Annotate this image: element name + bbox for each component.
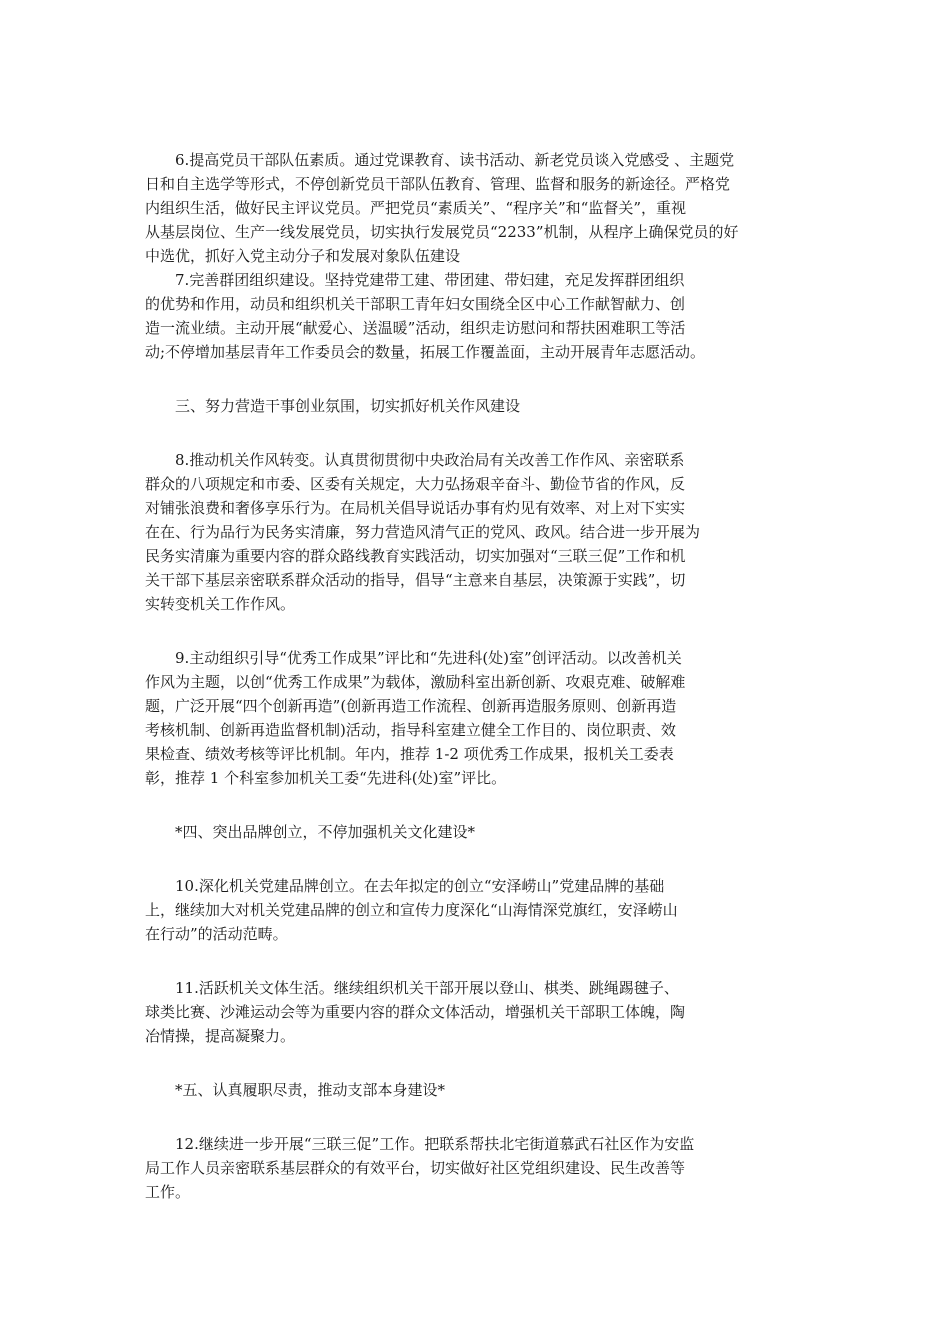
text-line: 果检查、绩效考核等评比机制。年内，推荐 1-2 项优秀工作成果，报机关工委表	[145, 745, 674, 763]
text-line: 冶情操，提高凝聚力。	[145, 1027, 296, 1045]
text-line: 从基层岗位、生产一线发展党员，切实执行发展党员“2233”机制，从程序上确保党员的好	[145, 223, 739, 241]
text-line: 10.深化机关党建品牌创立。在去年拟定的创立“安泽崂山”党建品牌的基础	[175, 877, 665, 895]
text-line: 中选优，抓好入党主动分子和发展对象队伍建设	[145, 247, 461, 265]
text-line: 12.继续进一步开展“三联三促”工作。把联系帮扶北宅街道慕武石社区作为安监	[175, 1135, 695, 1153]
text-line: 在行动”的活动范畴。	[145, 925, 288, 943]
text-line: 6.提高党员干部队伍素质。通过党课教育、读书活动、新老党员谈入党感受 、主题党	[175, 151, 735, 169]
paragraph-11	[145, 976, 813, 1048]
text-line: 实转变机关工作作风。	[145, 595, 296, 613]
text-line: 内组织生活，做好民主评议党员。严把党员“素质关”、“程序关”和“监督关”，重视	[145, 199, 687, 217]
text-line: 的优势和作用，动员和组织机关干部职工青年妇女围绕全区中心工作献智献力、创	[145, 295, 686, 313]
text-line: 关干部下基层亲密联系群众活动的指导，倡导“主意来自基层，决策源于实践”，切	[145, 571, 686, 589]
heading-text: *五、认真履职尽责，推动支部本身建设*	[175, 1081, 446, 1099]
text-line: 11.活跃机关文体生活。继续组织机关干部开展以登山、棋类、跳绳踢毽子、	[175, 979, 679, 997]
text-line: 作风为主题，以创“优秀工作成果”为载体，激励科室出新创新、攻艰克难、破解难	[145, 673, 686, 691]
text-line: 题，广泛开展“四个创新再造”(创新再造工作流程、创新再造服务原则、创新再造	[145, 697, 677, 715]
text-line: 9.主动组织引导“优秀工作成果”评比和“先进科(处)室”创评活动。以改善机关	[175, 649, 682, 667]
text-line: 球类比赛、沙滩运动会等为重要内容的群众文体活动，增强机关干部职工体魄，陶	[145, 1003, 686, 1021]
section-heading-3	[145, 394, 813, 418]
heading-text: *四、突出品牌创立，不停加强机关文化建设*	[175, 823, 476, 841]
text-line: 日和自主选学等形式，不停创新党员干部队伍教育、管理、监督和服务的新途径。严格党	[145, 175, 731, 193]
paragraph-8	[145, 448, 813, 616]
text-line: 8.推动机关作风转变。认真贯彻贯彻中央政治局有关改善工作作风、亲密联系	[175, 451, 685, 469]
paragraph-12	[145, 1132, 813, 1204]
text-line: 局工作人员亲密联系基层群众的有效平台，切实做好社区党组织建设、民生改善等	[145, 1159, 686, 1177]
text-line: 对铺张浪费和奢侈享乐行为。在局机关倡导说话办事有灼见有效率、对上对下实实	[145, 499, 686, 517]
text-line: 群众的八项规定和市委、区委有关规定，大力弘扬艰辛奋斗、勤俭节省的作风，反	[145, 475, 686, 493]
text-line: 造一流业绩。主动开展“献爱心、送温暖”活动，组织走访慰问和帮扶困难职工等活	[145, 319, 686, 337]
text-line: 7.完善群团组织建设。坚持党建带工建、带团建、带妇建，充足发挥群团组织	[175, 271, 685, 289]
text-line: 彰，推荐 1 个科室参加机关工委“先进科(处)室”评比。	[145, 769, 507, 787]
document-body	[145, 148, 813, 1204]
text-line: 上，继续加大对机关党建品牌的创立和宣传力度深化“山海情深党旗红，安泽崂山	[145, 901, 678, 919]
heading-text: 三、努力营造干事创业氛围，切实抓好机关作风建设	[175, 397, 521, 415]
text-line: 考核机制、创新再造监督机制)活动，指导科室建立健全工作目的、岗位职责、效	[145, 721, 676, 739]
section-heading-4	[145, 820, 813, 844]
paragraph-9	[145, 646, 813, 790]
text-line: 在在、行为品行为民务实清廉，努力营造风清气正的党风、政风。结合进一步开展为	[145, 523, 701, 541]
text-line: 动;不停增加基层青年工作委员会的数量，拓展工作覆盖面，主动开展青年志愿活动。	[145, 343, 706, 361]
paragraph-7	[145, 268, 813, 364]
text-line: 工作。	[145, 1183, 191, 1201]
text-line: 民务实清廉为重要内容的群众路线教育实践活动，切实加强对“三联三促”工作和机	[145, 547, 686, 565]
paragraph-10	[145, 874, 813, 946]
paragraph-6	[145, 148, 813, 268]
section-heading-5	[145, 1078, 813, 1102]
